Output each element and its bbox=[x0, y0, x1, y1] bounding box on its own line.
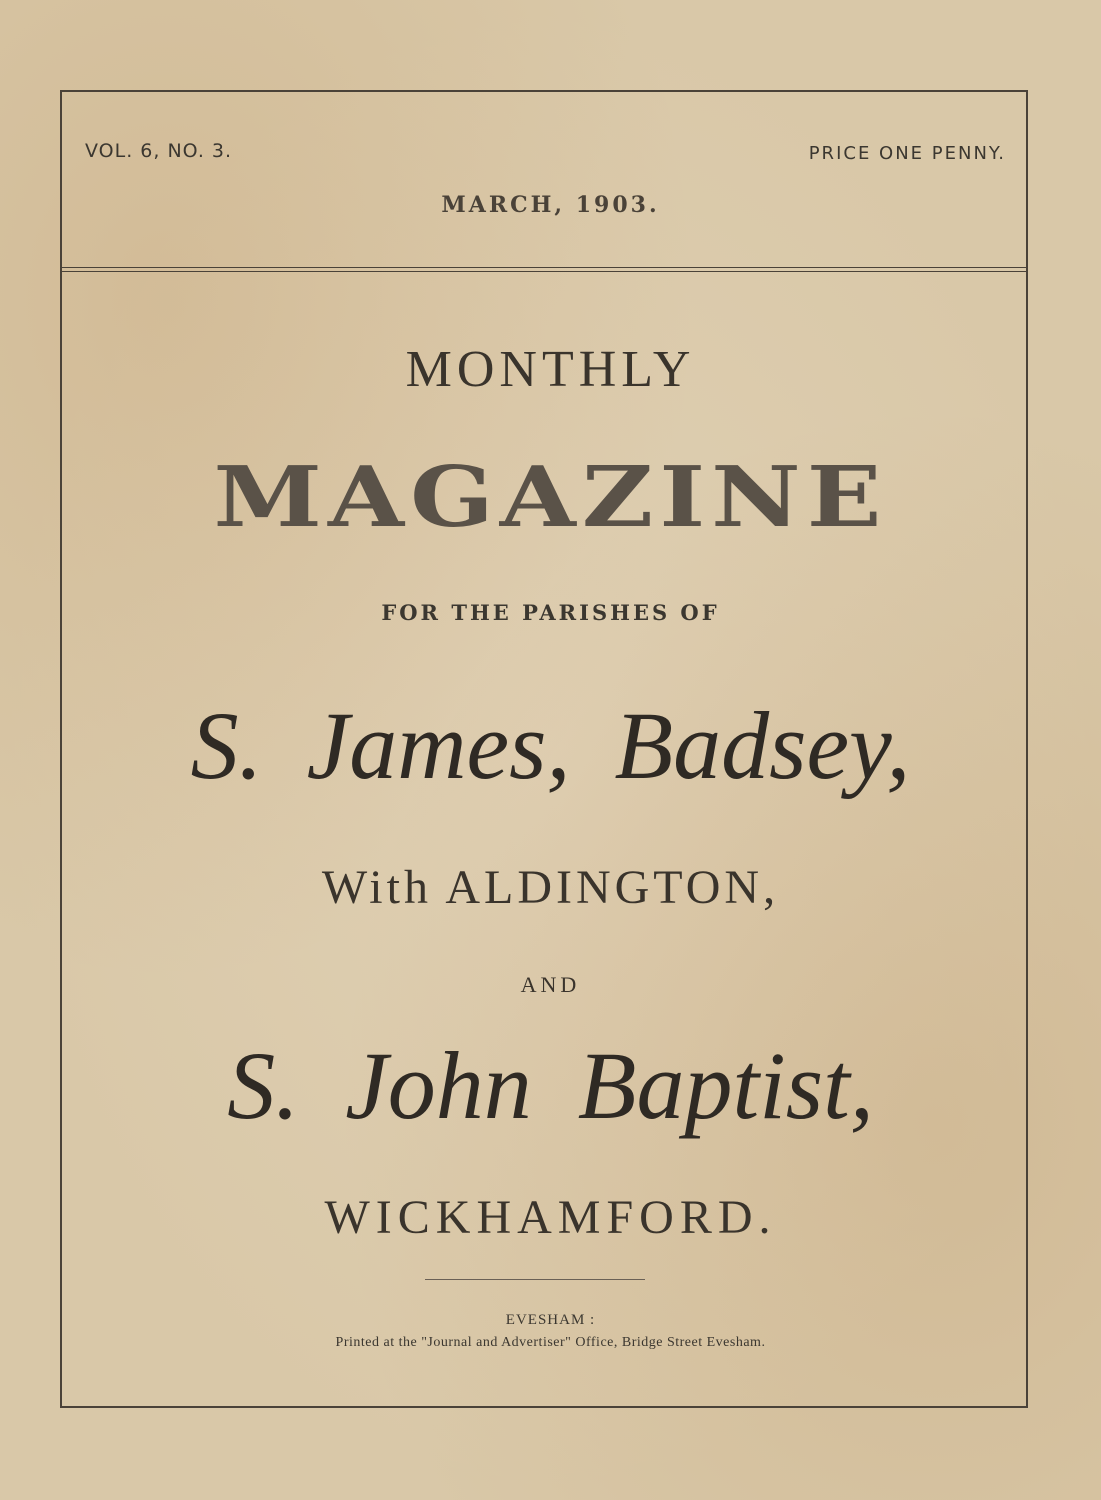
header-divider bbox=[60, 267, 1028, 272]
imprint-printer: Printed at the "Journal and Advertiser" Office, Bridge Street Evesham. bbox=[335, 1335, 766, 1350]
issue-date: MARCH, 1903. bbox=[441, 192, 660, 218]
parish-aldington: With ALDINGTON, bbox=[321, 861, 780, 914]
conjunction-and: AND bbox=[520, 972, 581, 997]
title-magazine: MAGAZINE bbox=[213, 448, 888, 547]
volume-number: VOL. 6, NO. 3. bbox=[85, 140, 233, 162]
parish-badsey: S. James, Badsey, bbox=[190, 692, 911, 799]
parish-wickhamford: WICKHAMFORD. bbox=[324, 1191, 777, 1244]
imprint-town: EVESHAM : bbox=[505, 1312, 596, 1328]
title-monthly: MONTHLY bbox=[405, 341, 696, 398]
price: PRICE ONE PENNY. bbox=[808, 143, 1006, 164]
footer-divider bbox=[425, 1279, 645, 1280]
subtitle-parishes: FOR THE PARISHES OF bbox=[381, 600, 720, 625]
parish-john-baptist: S. John Baptist, bbox=[227, 1032, 874, 1139]
